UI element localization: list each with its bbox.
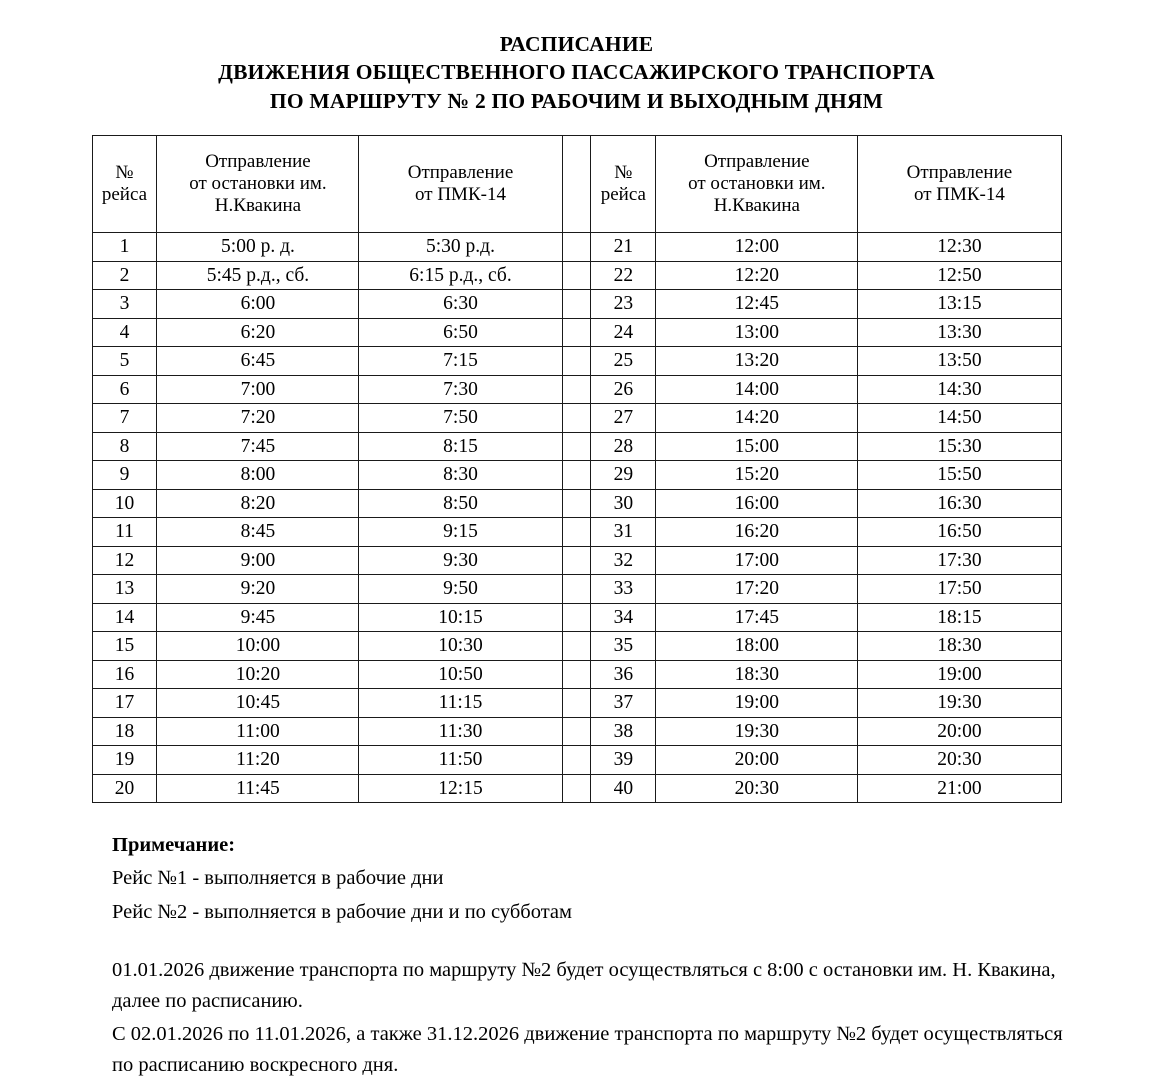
table-header <box>92 136 1061 233</box>
announcements-section <box>112 955 1087 1081</box>
note-line-2: Рейс №2 - выполняется в рабочие дни и по субботам <box>112 900 572 923</box>
table-row <box>92 546 1061 575</box>
cell-trip-no: 30 <box>591 489 656 518</box>
cell-departure-pmk14: 13:15 <box>858 290 1061 319</box>
header-trip-no-line2: рейса <box>600 184 646 206</box>
cell-departure-kvakin: 6:20 <box>157 318 359 347</box>
cell-departure-pmk14: 21:00 <box>858 774 1061 803</box>
cell-trip-no: 33 <box>591 575 656 604</box>
header-kvakin-line1: Отправление <box>205 150 311 172</box>
cell-departure-kvakin: 15:20 <box>656 461 858 490</box>
cell-departure-kvakin: 5:45 р.д., сб. <box>157 261 359 290</box>
column-separator <box>562 518 591 547</box>
cell-departure-pmk14: 20:30 <box>858 746 1061 775</box>
cell-departure-kvakin: 20:30 <box>656 774 858 803</box>
column-separator <box>562 632 591 661</box>
cell-trip-no: 13 <box>92 575 157 604</box>
column-separator <box>562 489 591 518</box>
header-trip-no-line1: № <box>115 161 134 183</box>
column-separator <box>562 136 591 233</box>
cell-departure-pmk14: 9:50 <box>359 575 562 604</box>
cell-departure-kvakin: 6:00 <box>157 290 359 319</box>
cell-trip-no: 23 <box>591 290 656 319</box>
column-separator <box>562 261 591 290</box>
cell-trip-no: 17 <box>92 689 157 718</box>
table-row <box>92 489 1061 518</box>
header-trip-no-left <box>92 136 157 233</box>
title-line-1: РАСПИСАНИЕ <box>499 32 654 56</box>
table-row <box>92 689 1061 718</box>
cell-departure-pmk14: 8:30 <box>359 461 562 490</box>
cell-departure-kvakin: 13:00 <box>656 318 858 347</box>
cell-departure-pmk14: 17:50 <box>858 575 1061 604</box>
table-row <box>92 575 1061 604</box>
cell-departure-kvakin: 17:00 <box>656 546 858 575</box>
header-pmk14-line2: от ПМК-14 <box>415 184 506 206</box>
cell-trip-no: 2 <box>92 261 157 290</box>
schedule-table <box>92 135 1062 803</box>
cell-trip-no: 31 <box>591 518 656 547</box>
cell-departure-pmk14: 20:00 <box>858 717 1061 746</box>
cell-departure-pmk14: 15:50 <box>858 461 1061 490</box>
cell-departure-kvakin: 8:20 <box>157 489 359 518</box>
schedule-table-container <box>92 135 1062 803</box>
cell-departure-kvakin: 12:45 <box>656 290 858 319</box>
header-departure-kvakin-right <box>656 136 858 233</box>
cell-departure-kvakin: 20:00 <box>656 746 858 775</box>
cell-trip-no: 1 <box>92 233 157 262</box>
cell-departure-kvakin: 9:00 <box>157 546 359 575</box>
cell-trip-no: 27 <box>591 404 656 433</box>
cell-departure-kvakin: 17:45 <box>656 603 858 632</box>
column-separator <box>562 546 591 575</box>
header-kvakin-line2: от остановки им. <box>688 172 826 194</box>
cell-departure-pmk14: 10:30 <box>359 632 562 661</box>
table-row <box>92 347 1061 376</box>
header-departure-pmk14-right <box>858 136 1061 233</box>
cell-departure-pmk14: 19:30 <box>858 689 1061 718</box>
cell-departure-kvakin: 16:20 <box>656 518 858 547</box>
table-row <box>92 290 1061 319</box>
cell-departure-kvakin: 11:00 <box>157 717 359 746</box>
header-pmk14-line1: Отправление <box>906 161 1013 183</box>
cell-departure-pmk14: 17:30 <box>858 546 1061 575</box>
table-row <box>92 746 1061 775</box>
note-line-1: Рейс №1 - выполняется в рабочие дни <box>112 867 444 890</box>
cell-trip-no: 39 <box>591 746 656 775</box>
table-row <box>92 461 1061 490</box>
cell-departure-kvakin: 7:45 <box>157 432 359 461</box>
cell-departure-kvakin: 9:45 <box>157 603 359 632</box>
table-row <box>92 375 1061 404</box>
cell-departure-pmk14: 18:30 <box>858 632 1061 661</box>
header-trip-no-line2: рейса <box>101 184 148 206</box>
cell-departure-kvakin: 17:20 <box>656 575 858 604</box>
cell-departure-pmk14: 19:00 <box>858 660 1061 689</box>
table-row <box>92 717 1061 746</box>
cell-departure-kvakin: 15:00 <box>656 432 858 461</box>
cell-trip-no: 26 <box>591 375 656 404</box>
cell-departure-kvakin: 13:20 <box>656 347 858 376</box>
cell-trip-no: 14 <box>92 603 157 632</box>
header-trip-no-line1: № <box>614 161 633 183</box>
cell-departure-pmk14: 9:30 <box>359 546 562 575</box>
column-separator <box>562 689 591 718</box>
column-separator <box>562 603 591 632</box>
cell-departure-pmk14: 9:15 <box>359 518 562 547</box>
table-row <box>92 404 1061 433</box>
cell-departure-kvakin: 8:00 <box>157 461 359 490</box>
cell-trip-no: 6 <box>92 375 157 404</box>
cell-departure-pmk14: 6:15 р.д., сб. <box>359 261 562 290</box>
column-separator <box>562 660 591 689</box>
cell-departure-pmk14: 14:50 <box>858 404 1061 433</box>
table-row <box>92 261 1061 290</box>
cell-departure-kvakin: 19:00 <box>656 689 858 718</box>
cell-trip-no: 19 <box>92 746 157 775</box>
cell-trip-no: 7 <box>92 404 157 433</box>
cell-departure-kvakin: 7:20 <box>157 404 359 433</box>
cell-departure-pmk14: 7:15 <box>359 347 562 376</box>
cell-trip-no: 16 <box>92 660 157 689</box>
cell-departure-kvakin: 18:00 <box>656 632 858 661</box>
cell-trip-no: 9 <box>92 461 157 490</box>
cell-trip-no: 40 <box>591 774 656 803</box>
cell-trip-no: 12 <box>92 546 157 575</box>
column-separator <box>562 774 591 803</box>
table-row <box>92 660 1061 689</box>
cell-departure-kvakin: 12:20 <box>656 261 858 290</box>
column-separator <box>562 432 591 461</box>
cell-departure-kvakin: 11:45 <box>157 774 359 803</box>
table-row <box>92 632 1061 661</box>
cell-trip-no: 15 <box>92 632 157 661</box>
cell-departure-pmk14: 10:50 <box>359 660 562 689</box>
column-separator <box>562 290 591 319</box>
cell-departure-pmk14: 18:15 <box>858 603 1061 632</box>
cell-departure-pmk14: 13:30 <box>858 318 1061 347</box>
cell-departure-pmk14: 6:30 <box>359 290 562 319</box>
cell-trip-no: 32 <box>591 546 656 575</box>
header-departure-kvakin-left <box>157 136 359 233</box>
cell-departure-pmk14: 11:50 <box>359 746 562 775</box>
announcement-paragraph-1: 01.01.2026 движение транспорта по маршруту №2 будет осуществляться с 8:00 с остановки им. Н. Квакина, далее по расписанию. <box>112 958 1056 1012</box>
table-row <box>92 518 1061 547</box>
notes-heading: Примечание: <box>112 834 236 857</box>
header-pmk14-line1: Отправление <box>407 161 514 183</box>
cell-trip-no: 18 <box>92 717 157 746</box>
document-title <box>0 0 1153 115</box>
title-line-2: ДВИЖЕНИЯ ОБЩЕСТВЕННОГО ПАССАЖИРСКОГО ТРАНСПОРТА <box>218 60 935 85</box>
cell-trip-no: 22 <box>591 261 656 290</box>
cell-departure-pmk14: 15:30 <box>858 432 1061 461</box>
cell-departure-kvakin: 14:00 <box>656 375 858 404</box>
column-separator <box>562 375 591 404</box>
cell-departure-pmk14: 8:15 <box>359 432 562 461</box>
cell-departure-pmk14: 6:50 <box>359 318 562 347</box>
cell-departure-pmk14: 7:30 <box>359 375 562 404</box>
header-kvakin-line3: Н.Квакина <box>214 195 302 217</box>
cell-departure-kvakin: 11:20 <box>157 746 359 775</box>
cell-trip-no: 20 <box>92 774 157 803</box>
cell-trip-no: 8 <box>92 432 157 461</box>
column-separator <box>562 233 591 262</box>
header-kvakin-line2: от остановки им. <box>189 172 327 194</box>
header-kvakin-line3: Н.Квакина <box>713 195 800 217</box>
cell-departure-pmk14: 16:30 <box>858 489 1061 518</box>
header-departure-pmk14-left <box>359 136 562 233</box>
table-row <box>92 318 1061 347</box>
cell-departure-pmk14: 11:15 <box>359 689 562 718</box>
cell-departure-pmk14: 16:50 <box>858 518 1061 547</box>
cell-trip-no: 37 <box>591 689 656 718</box>
cell-departure-kvakin: 8:45 <box>157 518 359 547</box>
title-line-3: ПО МАРШРУТУ № 2 ПО РАБОЧИМ И ВЫХОДНЫМ ДНЯМ <box>269 88 884 113</box>
cell-trip-no: 24 <box>591 318 656 347</box>
cell-departure-kvakin: 12:00 <box>656 233 858 262</box>
cell-departure-pmk14: 7:50 <box>359 404 562 433</box>
cell-departure-pmk14: 12:30 <box>858 233 1061 262</box>
cell-departure-pmk14: 10:15 <box>359 603 562 632</box>
cell-departure-pmk14: 11:30 <box>359 717 562 746</box>
column-separator <box>562 318 591 347</box>
cell-departure-kvakin: 10:20 <box>157 660 359 689</box>
cell-trip-no: 4 <box>92 318 157 347</box>
cell-trip-no: 21 <box>591 233 656 262</box>
cell-departure-kvakin: 6:45 <box>157 347 359 376</box>
cell-departure-kvakin: 10:00 <box>157 632 359 661</box>
cell-trip-no: 28 <box>591 432 656 461</box>
cell-trip-no: 36 <box>591 660 656 689</box>
column-separator <box>562 404 591 433</box>
cell-departure-pmk14: 12:50 <box>858 261 1061 290</box>
column-separator <box>562 347 591 376</box>
cell-trip-no: 34 <box>591 603 656 632</box>
table-body <box>92 233 1061 803</box>
cell-trip-no: 29 <box>591 461 656 490</box>
cell-departure-pmk14: 12:15 <box>359 774 562 803</box>
cell-departure-pmk14: 13:50 <box>858 347 1061 376</box>
cell-departure-kvakin: 7:00 <box>157 375 359 404</box>
column-separator <box>562 717 591 746</box>
announcement-paragraph-2: С 02.01.2026 по 11.01.2026, а также 31.12.2026 движение транспорта по маршруту №2 будет осуществляться по расписанию воскресного дня. <box>112 1023 1063 1077</box>
table-header-row <box>92 136 1061 233</box>
cell-departure-kvakin: 19:30 <box>656 717 858 746</box>
cell-departure-kvakin: 9:20 <box>157 575 359 604</box>
column-separator <box>562 746 591 775</box>
notes-section <box>112 829 1153 929</box>
cell-trip-no: 35 <box>591 632 656 661</box>
header-kvakin-line1: Отправление <box>704 150 810 172</box>
cell-trip-no: 25 <box>591 347 656 376</box>
cell-departure-pmk14: 14:30 <box>858 375 1061 404</box>
header-trip-no-right <box>591 136 656 233</box>
cell-departure-kvakin: 10:45 <box>157 689 359 718</box>
cell-trip-no: 11 <box>92 518 157 547</box>
table-row <box>92 774 1061 803</box>
cell-departure-kvakin: 18:30 <box>656 660 858 689</box>
column-separator <box>562 461 591 490</box>
cell-trip-no: 5 <box>92 347 157 376</box>
cell-departure-kvakin: 14:20 <box>656 404 858 433</box>
table-row <box>92 233 1061 262</box>
table-row <box>92 603 1061 632</box>
cell-departure-kvakin: 5:00 р. д. <box>157 233 359 262</box>
cell-trip-no: 38 <box>591 717 656 746</box>
table-row <box>92 432 1061 461</box>
cell-trip-no: 3 <box>92 290 157 319</box>
cell-departure-kvakin: 16:00 <box>656 489 858 518</box>
column-separator <box>562 575 591 604</box>
cell-departure-pmk14: 5:30 р.д. <box>359 233 562 262</box>
header-pmk14-line2: от ПМК-14 <box>913 184 1005 206</box>
cell-departure-pmk14: 8:50 <box>359 489 562 518</box>
cell-trip-no: 10 <box>92 489 157 518</box>
